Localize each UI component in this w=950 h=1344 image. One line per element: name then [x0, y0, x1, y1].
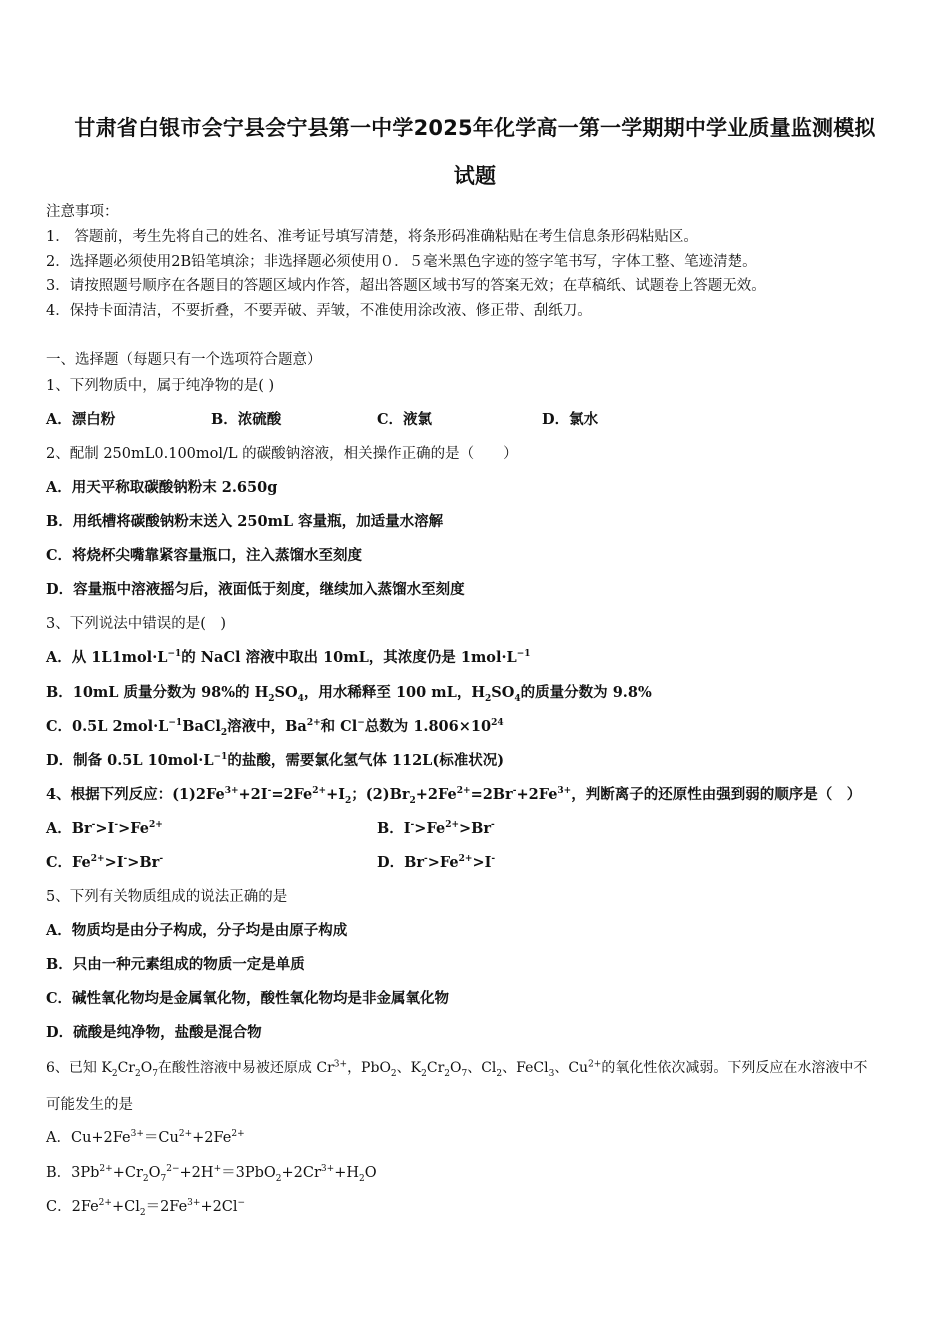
q3-option-c: C．0.5L $2mol\cdot L^{-1}BaCl_2$溶液中，$Ba^{2+}$和 Cl−总数为 $1.806\times 10^{24}$	[46, 718, 504, 738]
q6-option-a: A．$Cu+2Fe^{3+}=Cu^{2+}+2Fe^{2+}$	[46, 1129, 245, 1146]
q6-stem-line2: 可能发生的是	[46, 1097, 133, 1113]
q1-option-a: A．漂白粉	[46, 411, 116, 428]
section-heading: 一、选择题（每题只有一个选项符合题意）	[46, 352, 322, 368]
q5-option-c: C．碱性氧化物均是金属氧化物，酸性氧化物均是非金属氧化物	[46, 990, 450, 1007]
q1-option-b: B．浓硫酸	[211, 411, 282, 428]
q3-option-b: B．10mL 质量分数为 98%的 $H_2SO_4$，用水稀释至 100 mL，$H_2SO_4$的质量分数为 9.8%	[46, 684, 652, 704]
q2-option-b: B．用纸槽将碳酸钠粉末送入 250mL 容量瓶，加适量水溶解	[46, 513, 444, 530]
q6-option-b: B．$3Pb^{2+}+Cr_2O_7^{2-}+2H^+=3PbO_2+2Cr^{3+}+H_2O$	[46, 1164, 377, 1184]
q3-stem: 3、下列说法中错误的是( )	[46, 616, 227, 632]
q1-option-c: C．液氯	[377, 411, 433, 428]
q3-option-d: D．制备 0.5L $10mol\cdot L^{-1}$的盐酸，需要氯化氢气体 112L(标准状况)	[46, 752, 505, 769]
q5-option-a: A．物质均是由分子构成，分子均是由原子构成	[46, 922, 348, 939]
notice-heading: 注意事项：	[46, 204, 119, 220]
notice-item-2: 2．选择题必须使用2B铅笔填涂；非选择题必须使用０．５毫米黑色字迹的签字笔书写，字体工整、笔迹清楚。	[46, 254, 757, 270]
q2-option-c: C．将烧杯尖嘴靠紧容量瓶口，注入蒸馏水至刻度	[46, 547, 363, 564]
page-title: 甘肃省白银市会宁县会宁县第一中学2025年化学高一第一学期期中学业质量监测模拟	[74, 116, 876, 140]
q4-stem: 4、根据下列反应：$(1)2Fe^{3+}+2I^-=2Fe^{2+}+I_2$；$(2)Br_2+2Fe^{2+}=2Br^-+2Fe^{3+}$，判断离子的还原性由强到弱的顺序是（ ）	[46, 786, 862, 806]
q1-option-d: D．氯水	[542, 411, 599, 428]
q5-option-b: B．只由一种元素组成的物质一定是单质	[46, 956, 305, 973]
q2-option-d: D．容量瓶中溶液摇匀后，液面低于刻度，继续加入蒸馏水至刻度	[46, 581, 465, 598]
q3-option-a: A．从 $1L1mol\cdot L^{-1}$的 NaCl 溶液中取出 10mL，其浓度仍是 $1mol\cdot L^{-1}$	[46, 649, 531, 666]
q6-option-c: C．$2Fe^{2+}+Cl_2=2Fe^{3+}+2Cl^-$	[46, 1198, 246, 1218]
page-title-line2: 试题	[453, 164, 497, 188]
notice-item-4: 4．保持卡面清洁，不要折叠，不要弄破、弄皱，不准使用涂改液、修正带、刮纸刀。	[46, 303, 592, 319]
q4-option-a: A．$Br^->I^->Fe^{2+}$	[46, 820, 163, 837]
q5-option-d: D．硫酸是纯净物，盐酸是混合物	[46, 1024, 262, 1041]
notice-item-3: 3．请按照题号顺序在各题目的答题区域内作答，超出答题区域书写的答案无效；在草稿纸、试题卷上答题无效。	[46, 278, 766, 294]
q5-stem: 5、下列有关物质组成的说法正确的是	[46, 889, 288, 905]
q2-option-a: A．用天平称取碳酸钠粉末 2.650g	[46, 479, 278, 496]
q4-option-d: D．$Br^->Fe^{2+}>I^-$	[377, 854, 496, 871]
q1-stem: 1、下列物质中，属于纯净物的是( )	[46, 378, 275, 394]
q4-option-c: C．$Fe^{2+}>I^->Br^-$	[46, 854, 164, 871]
notice-item-1: 1． 答题前，考生先将自己的姓名、准考证号填写清楚，将条形码准确粘贴在考生信息条形码粘贴区。	[46, 229, 698, 245]
q4-option-b: B．$I^->Fe^{2+}>Br^-$	[377, 820, 495, 837]
q2-stem: 2、配制 250mL0.100mol/L 的碳酸钠溶液，相关操作正确的是（ ）	[46, 446, 518, 462]
q6-stem: 6、已知 $K_2Cr_2O_7$在酸性溶液中易被还原成 $Cr^{3+}$，PbO$_2$、$K_2Cr_2O_7$、$Cl_2$、FeCl$_3$、$Cu^{2+}$的氧化性依次减弱。下列反应在水溶液中不	[46, 1059, 868, 1079]
